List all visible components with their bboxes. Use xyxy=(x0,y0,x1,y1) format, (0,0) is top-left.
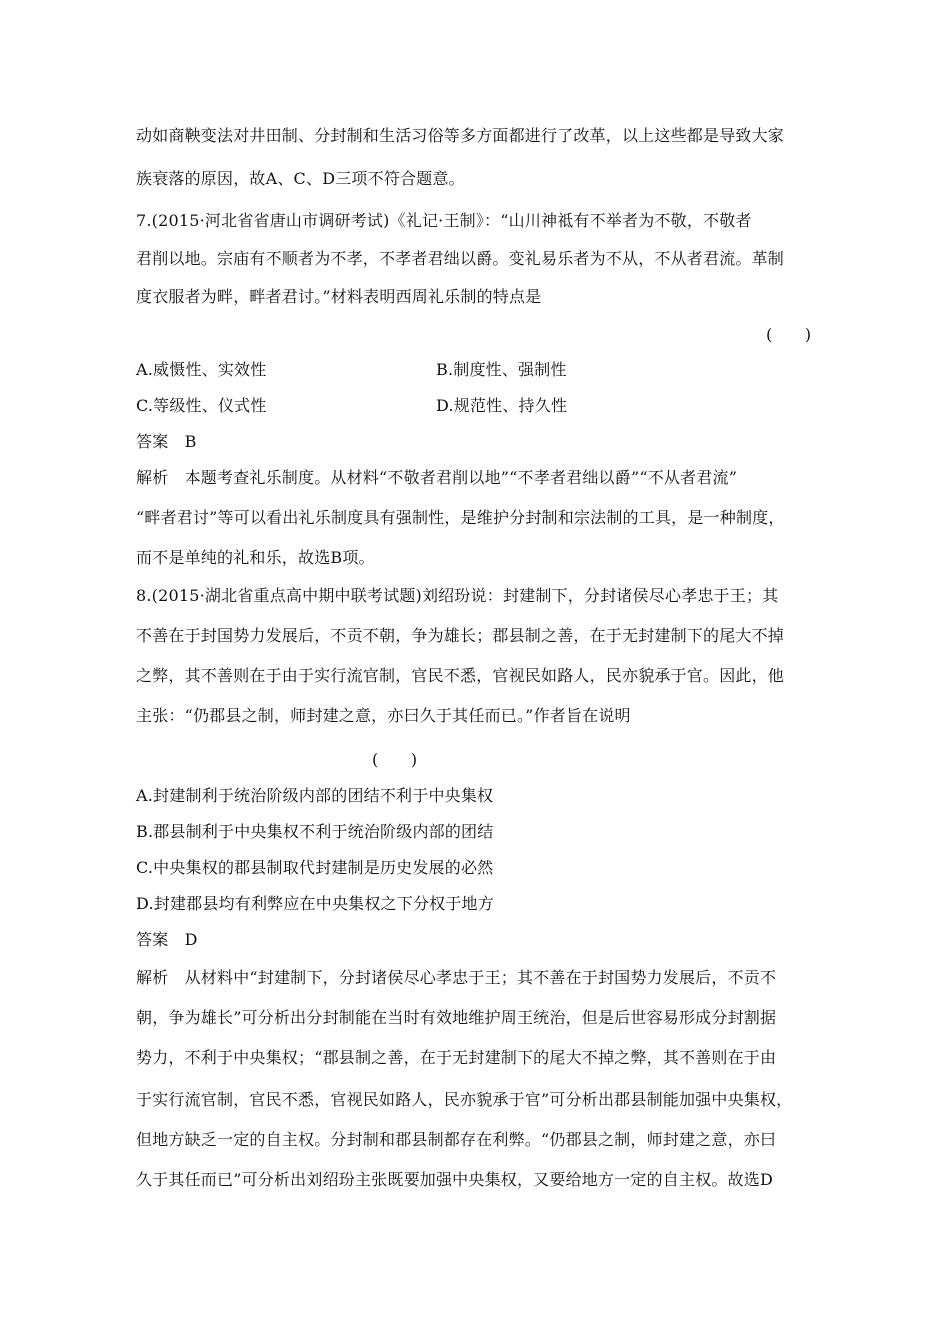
q7-stem-line-3: 度衣服者为畔，畔者君讨。”材料表明西周礼乐制的特点是 xyxy=(136,287,542,306)
q7-explanation-line-2: “畔者君讨”等可以看出礼乐制度具有强制性，是维护分封制和宗法制的工具，是一种制度， xyxy=(136,508,785,527)
q8-answer: 答案 D xyxy=(136,930,198,949)
q8-explanation-line-4: 于实行流官制，官民不悉，官视民如路人，民亦貌承于官”可分析出郡县制能加强中央集权， xyxy=(136,1090,793,1109)
q7-stem-line-1: 7.(2015·河北省省唐山市调研考试)《礼记·王制》：“山川神祗有不举者为不敬，不敬者 xyxy=(136,211,752,230)
q8-explanation-line-1: 解析 从材料中“封建制下，分封诸侯尽心孝忠于王；其不善在于封国势力发展后，不贡不 xyxy=(136,968,777,987)
q7-option-b: B.制度性、强制性 xyxy=(436,360,567,379)
q8-stem-line-4: 主张：“仍郡县之制，师封建之意，亦曰久于其任而已。”作者旨在说明 xyxy=(136,706,631,725)
q7-option-d: D.规范性、持久性 xyxy=(436,396,568,415)
q8-explanation-line-5: 但地方缺乏一定的自主权。分封制和郡县制都存在利弊。“仍郡县之制，师封建之意，亦曰 xyxy=(136,1130,777,1149)
prev-explanation-line-1: 动如商鞅变法对井田制、分封制和生活习俗等多方面都进行了改革，以上这些都是导致大家 xyxy=(136,126,785,145)
q8-explanation-line-3: 势力，不利于中央集权；“郡县制之善，在于无封建制下的尾大不掉之弊，其不善则在于由 xyxy=(136,1048,777,1067)
q8-option-d: D.封建郡县均有利弊应在中央集权之下分权于地方 xyxy=(136,894,494,913)
q8-explanation-line-2: 朝，争为雄长”可分析出分封制能在当时有效地维护周王统治，但是后世容易形成分封割据 xyxy=(136,1008,777,1027)
q8-option-a: A.封建制利于统治阶级内部的团结不利于中央集权 xyxy=(136,786,494,805)
q7-explanation-line-3: 而不是单纯的礼和乐，故选B项。 xyxy=(136,548,375,567)
q7-answer: 答案 B xyxy=(136,432,197,451)
q7-option-c: C.等级性、仪式性 xyxy=(136,396,267,415)
q8-stem-line-3: 之弊，其不善则在于由于实行流官制，官民不悉，官视民如路人，民亦貌承于官。因此，他 xyxy=(136,666,785,685)
q7-answer-paren: ( ) xyxy=(766,325,812,344)
q8-stem-line-2: 不善在于封国势力发展后，不贡不朝，争为雄长；郡县制之善，在于无封建制下的尾大不掉 xyxy=(136,626,785,645)
q7-option-a: A.威慑性、实效性 xyxy=(136,360,267,379)
q8-stem-line-1: 8.(2015·湖北省重点高中期中联考试题)刘绍玢说：封建制下，分封诸侯尽心孝忠于王；其 xyxy=(136,586,779,605)
q8-explanation-line-6: 久于其任而已”可分析出刘绍玢主张既要加强中央集权，又要给地方一定的自主权。故选D xyxy=(136,1170,774,1189)
q8-option-b: B.郡县制利于中央集权不利于统治阶级内部的团结 xyxy=(136,822,494,841)
q7-stem-line-2: 君削以地。宗庙有不顺者为不孝，不孝者君绌以爵。变礼易乐者为不从，不从者君流。革制 xyxy=(136,249,785,268)
q7-explanation-line-1: 解析 本题考查礼乐制度。从材料“不敬者君削以地”“不孝者君绌以爵”“不从者君流” xyxy=(136,468,738,487)
prev-explanation-line-2: 族衰落的原因，故A、C、D三项不符合题意。 xyxy=(136,169,465,188)
q8-option-c: C.中央集权的郡县制取代封建制是历史发展的必然 xyxy=(136,858,494,877)
q8-answer-paren: ( ) xyxy=(372,750,418,769)
